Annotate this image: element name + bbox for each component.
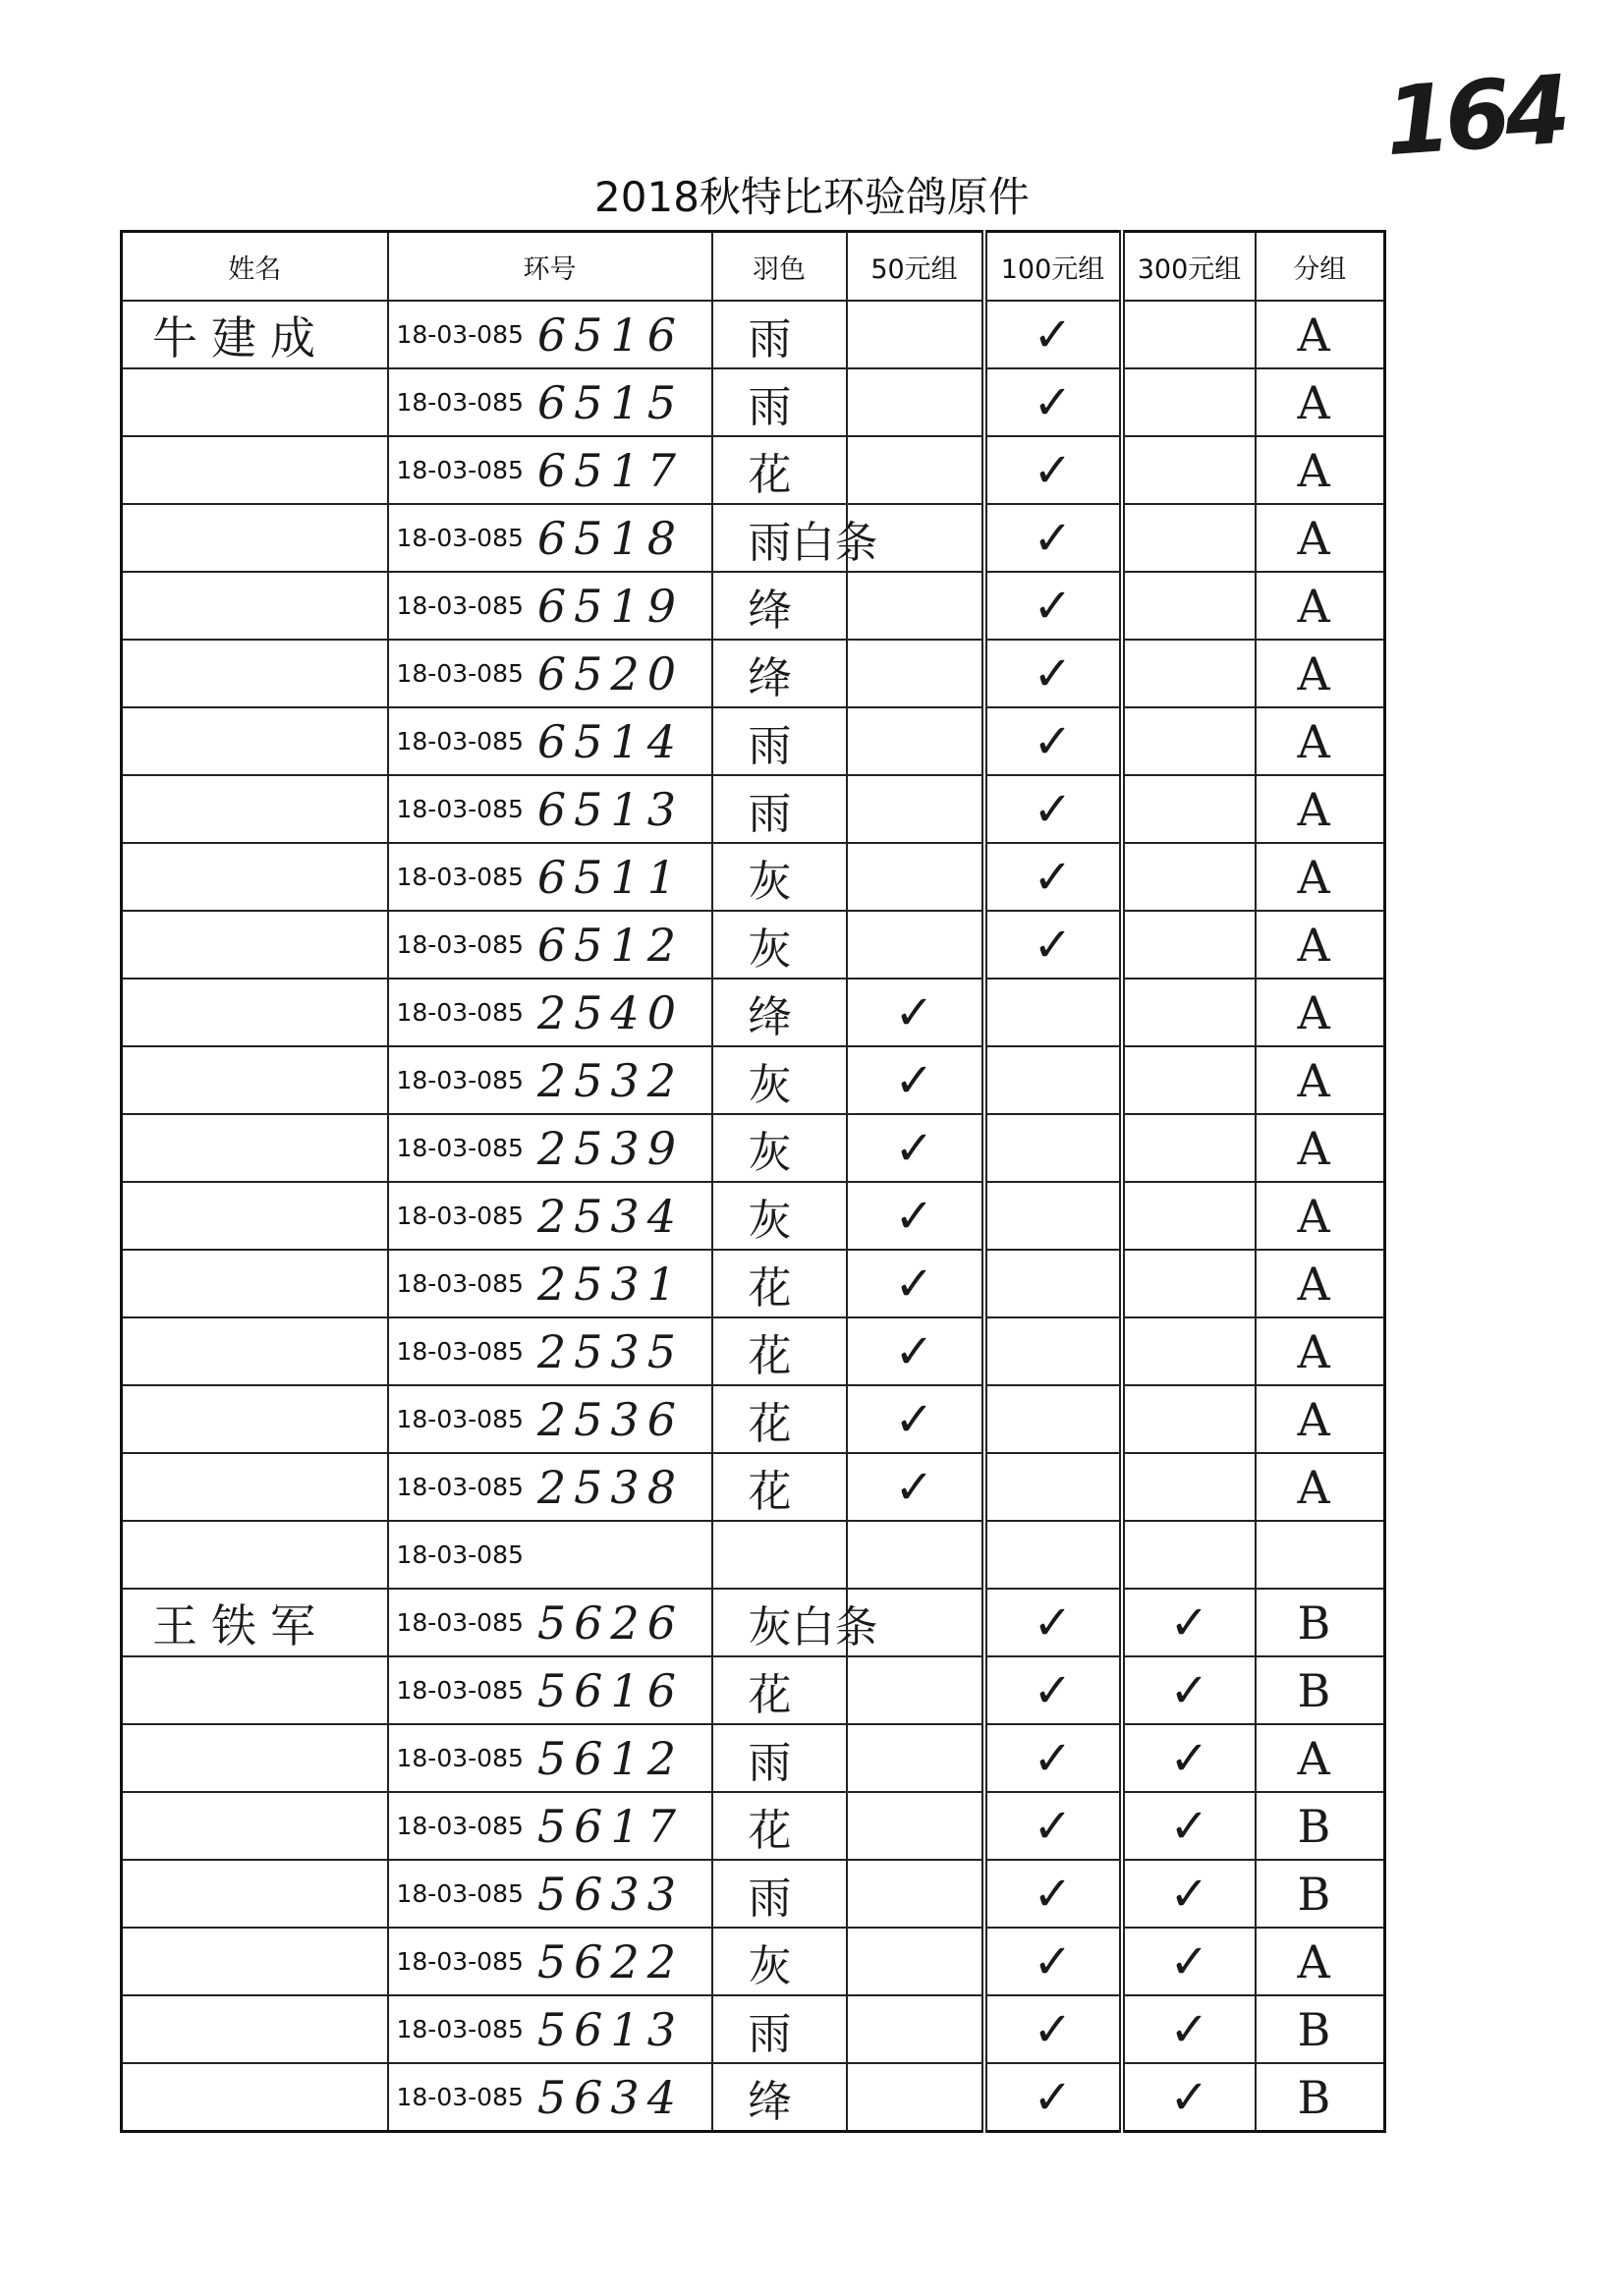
table-row xyxy=(122,640,1385,707)
group-300-check-cell xyxy=(1122,1521,1256,1589)
group-50-check-cell: ✓ xyxy=(847,1114,984,1182)
owner-name-cell xyxy=(122,504,388,572)
feather-color-cell: 雨 xyxy=(712,1860,847,1928)
group-100-check-cell: ✓ xyxy=(984,1792,1122,1860)
owner-name-cell: 王铁军 xyxy=(122,1589,388,1656)
ring-prefix: 18-03-085 xyxy=(396,2083,524,2111)
group-100-check-cell: ✓ xyxy=(984,1589,1122,1656)
table-row xyxy=(122,1860,1385,1928)
table-row xyxy=(122,1385,1385,1453)
group-300-check-cell: ✓ xyxy=(1122,1589,1256,1656)
group-letter-cell: A xyxy=(1256,1114,1385,1182)
ring-serial-handwritten: 2540 xyxy=(536,985,684,1039)
group-letter-cell: A xyxy=(1256,301,1385,368)
feather-color-cell: 雨 xyxy=(712,707,847,775)
feather-color-cell: 雨 xyxy=(712,1995,847,2063)
group-300-check-cell: ✓ xyxy=(1122,1995,1256,2063)
owner-name-cell xyxy=(122,911,388,979)
feather-color-cell: 绛 xyxy=(712,640,847,707)
ring-serial-handwritten: 6515 xyxy=(536,375,684,429)
group-300-check-cell xyxy=(1122,1453,1256,1521)
group-letter-cell: A xyxy=(1256,1046,1385,1114)
table-row xyxy=(122,1453,1385,1521)
ring-number-cell xyxy=(388,1182,712,1250)
ring-prefix: 18-03-085 xyxy=(396,591,524,620)
group-300-check-cell xyxy=(1122,1114,1256,1182)
group-100-check-cell: ✓ xyxy=(984,1656,1122,1724)
group-300-check-cell xyxy=(1122,301,1256,368)
group-100-check-cell: ✓ xyxy=(984,1928,1122,1995)
feather-color-cell: 花 xyxy=(712,436,847,504)
ring-prefix: 18-03-085 xyxy=(396,1879,524,1908)
document-title: 2018秋特比环验鸽原件 xyxy=(594,173,1030,221)
owner-name-cell xyxy=(122,843,388,911)
ring-prefix: 18-03-085 xyxy=(396,930,524,959)
owner-name-cell xyxy=(122,436,388,504)
ring-number-cell xyxy=(388,1928,712,1995)
ring-serial-handwritten: 5612 xyxy=(536,1731,684,1785)
group-letter-cell: A xyxy=(1256,979,1385,1046)
feather-color-cell: 灰白条 xyxy=(712,1589,847,1656)
group-100-check-cell xyxy=(984,979,1122,1046)
group-50-check-cell xyxy=(847,911,984,979)
owner-name-cell xyxy=(122,1114,388,1182)
group-letter-cell: B xyxy=(1256,1860,1385,1928)
ring-prefix: 18-03-085 xyxy=(396,1676,524,1705)
ring-number-cell xyxy=(388,2063,712,2132)
ring-serial-handwritten: 2531 xyxy=(536,1257,684,1311)
group-letter-cell: A xyxy=(1256,1724,1385,1792)
feather-color-cell: 花 xyxy=(712,1385,847,1453)
group-50-check-cell xyxy=(847,843,984,911)
table-row xyxy=(122,1182,1385,1250)
feather-color-cell: 灰 xyxy=(712,911,847,979)
ring-serial-handwritten: 6518 xyxy=(536,511,684,565)
ring-number-cell xyxy=(388,1385,712,1453)
feather-color-cell: 花 xyxy=(712,1656,847,1724)
feather-color-cell: 灰 xyxy=(712,1114,847,1182)
table-row xyxy=(122,775,1385,843)
group-50-check-cell xyxy=(847,1521,984,1589)
ring-serial-handwritten: 5634 xyxy=(536,2070,684,2124)
ring-prefix: 18-03-085 xyxy=(396,2015,524,2043)
feather-color-cell: 灰 xyxy=(712,1046,847,1114)
ring-prefix: 18-03-085 xyxy=(396,320,524,349)
group-letter-cell: A xyxy=(1256,1250,1385,1317)
group-300-check-cell: ✓ xyxy=(1122,1928,1256,1995)
group-50-check-cell xyxy=(847,775,984,843)
owner-name-cell xyxy=(122,1792,388,1860)
group-100-check-cell: ✓ xyxy=(984,1995,1122,2063)
group-50-check-cell xyxy=(847,1860,984,1928)
table-row xyxy=(122,504,1385,572)
ring-number-cell xyxy=(388,1453,712,1521)
group-50-check-cell xyxy=(847,707,984,775)
owner-name-cell xyxy=(122,1860,388,1928)
group-50-check-cell xyxy=(847,301,984,368)
col-header-group-100: 100元组 xyxy=(984,232,1122,302)
ring-number-cell xyxy=(388,1860,712,1928)
group-100-check-cell: ✓ xyxy=(984,775,1122,843)
feather-color-cell: 雨 xyxy=(712,775,847,843)
ring-prefix: 18-03-085 xyxy=(396,795,524,823)
table-row xyxy=(122,911,1385,979)
feather-color-cell: 雨 xyxy=(712,301,847,368)
group-100-check-cell: ✓ xyxy=(984,368,1122,436)
ring-serial-handwritten: 6520 xyxy=(536,646,684,700)
ring-prefix: 18-03-085 xyxy=(396,659,524,688)
owner-name-cell xyxy=(122,368,388,436)
ring-serial-handwritten: 6512 xyxy=(536,918,684,972)
group-50-check-cell xyxy=(847,2063,984,2132)
group-100-check-cell xyxy=(984,1317,1122,1385)
feather-color-cell: 灰 xyxy=(712,1182,847,1250)
group-300-check-cell xyxy=(1122,640,1256,707)
ring-serial-handwritten: 6513 xyxy=(536,782,684,836)
owner-name-cell xyxy=(122,640,388,707)
group-100-check-cell: ✓ xyxy=(984,911,1122,979)
group-50-check-cell xyxy=(847,1656,984,1724)
feather-color-cell: 花 xyxy=(712,1453,847,1521)
group-100-check-cell xyxy=(984,1114,1122,1182)
group-50-check-cell xyxy=(847,1928,984,1995)
owner-name-cell xyxy=(122,1995,388,2063)
owner-name-cell xyxy=(122,979,388,1046)
table-row xyxy=(122,1589,1385,1656)
owner-name-cell xyxy=(122,1656,388,1724)
ring-serial-handwritten: 2535 xyxy=(536,1324,684,1378)
feather-color-cell: 花 xyxy=(712,1317,847,1385)
ring-prefix: 18-03-085 xyxy=(396,998,524,1027)
ring-serial-handwritten: 5613 xyxy=(536,2002,684,2056)
ring-serial-handwritten: 2538 xyxy=(536,1460,684,1514)
group-300-check-cell xyxy=(1122,911,1256,979)
group-100-check-cell: ✓ xyxy=(984,572,1122,640)
owner-name-cell xyxy=(122,1724,388,1792)
ring-number-cell xyxy=(388,775,712,843)
group-letter-cell: A xyxy=(1256,775,1385,843)
ring-serial-handwritten: 2532 xyxy=(536,1053,684,1107)
ring-number-cell xyxy=(388,1250,712,1317)
group-300-check-cell xyxy=(1122,1046,1256,1114)
group-300-check-cell xyxy=(1122,843,1256,911)
owner-name-cell xyxy=(122,1521,388,1589)
ring-serial-handwritten: 6511 xyxy=(536,850,684,904)
ring-serial-handwritten: 5626 xyxy=(536,1595,684,1650)
ring-prefix: 18-03-085 xyxy=(396,456,524,484)
group-50-check-cell xyxy=(847,1792,984,1860)
group-letter-cell: B xyxy=(1256,1656,1385,1724)
group-300-check-cell xyxy=(1122,775,1256,843)
ring-prefix: 18-03-085 xyxy=(396,388,524,417)
group-50-check-cell: ✓ xyxy=(847,1182,984,1250)
group-letter-cell: A xyxy=(1256,368,1385,436)
col-header-group-300: 300元组 xyxy=(1122,232,1256,302)
feather-color-cell: 雨 xyxy=(712,368,847,436)
group-letter-cell: A xyxy=(1256,1928,1385,1995)
table-row xyxy=(122,1792,1385,1860)
ring-prefix: 18-03-085 xyxy=(396,1134,524,1162)
group-letter-cell: A xyxy=(1256,504,1385,572)
group-100-check-cell: ✓ xyxy=(984,1724,1122,1792)
ring-serial-handwritten: 6517 xyxy=(536,443,684,497)
group-100-check-cell: ✓ xyxy=(984,301,1122,368)
ring-prefix: 18-03-085 xyxy=(396,1812,524,1840)
ring-number-cell xyxy=(388,1656,712,1724)
owner-name-cell xyxy=(122,1182,388,1250)
feather-color-cell xyxy=(712,1521,847,1589)
col-header-group: 分组 xyxy=(1256,232,1385,302)
group-300-check-cell: ✓ xyxy=(1122,1792,1256,1860)
owner-name-cell xyxy=(122,775,388,843)
ring-number-cell xyxy=(388,1792,712,1860)
group-300-check-cell xyxy=(1122,979,1256,1046)
ring-serial-handwritten: 5622 xyxy=(536,1934,684,1988)
ring-number-cell xyxy=(388,1995,712,2063)
ring-number-cell xyxy=(388,1046,712,1114)
group-letter-cell: A xyxy=(1256,572,1385,640)
ring-serial-handwritten: 2536 xyxy=(536,1392,684,1446)
ring-number-cell xyxy=(388,504,712,572)
group-50-check-cell: ✓ xyxy=(847,1250,984,1317)
table-row xyxy=(122,436,1385,504)
table-row xyxy=(122,2063,1385,2132)
feather-color-cell: 雨白条 xyxy=(712,504,847,572)
col-header-group-50: 50元组 xyxy=(847,232,984,302)
owner-name-cell xyxy=(122,1453,388,1521)
ring-number-cell xyxy=(388,979,712,1046)
group-100-check-cell xyxy=(984,1182,1122,1250)
owner-name-cell xyxy=(122,572,388,640)
group-100-check-cell: ✓ xyxy=(984,504,1122,572)
ring-number-cell xyxy=(388,843,712,911)
ring-number-cell xyxy=(388,640,712,707)
ring-prefix: 18-03-085 xyxy=(396,1202,524,1230)
ring-prefix: 18-03-085 xyxy=(396,1066,524,1094)
table-row xyxy=(122,1724,1385,1792)
ring-prefix: 18-03-085 xyxy=(396,1269,524,1298)
col-header-name: 姓名 xyxy=(122,232,388,302)
feather-color-cell: 花 xyxy=(712,1792,847,1860)
group-letter-cell: A xyxy=(1256,436,1385,504)
group-300-check-cell: ✓ xyxy=(1122,2063,1256,2132)
owner-name-cell xyxy=(122,2063,388,2132)
group-300-check-cell xyxy=(1122,504,1256,572)
group-letter-cell: B xyxy=(1256,1792,1385,1860)
ring-number-cell xyxy=(388,1589,712,1656)
table-row xyxy=(122,1317,1385,1385)
ring-serial-handwritten: 5633 xyxy=(536,1867,684,1921)
ring-prefix: 18-03-085 xyxy=(396,1744,524,1772)
group-50-check-cell: ✓ xyxy=(847,1453,984,1521)
ring-prefix: 18-03-085 xyxy=(396,1405,524,1433)
group-50-check-cell xyxy=(847,640,984,707)
group-50-check-cell xyxy=(847,368,984,436)
group-300-check-cell xyxy=(1122,368,1256,436)
table-row xyxy=(122,979,1385,1046)
owner-name-cell xyxy=(122,707,388,775)
feather-color-cell: 灰 xyxy=(712,843,847,911)
group-letter-cell: A xyxy=(1256,1453,1385,1521)
col-header-ring-number: 环号 xyxy=(388,232,712,302)
ring-number-cell xyxy=(388,1317,712,1385)
owner-name-cell xyxy=(122,1250,388,1317)
group-letter-cell: A xyxy=(1256,1317,1385,1385)
ring-prefix: 18-03-085 xyxy=(396,727,524,756)
ring-serial-handwritten: 2539 xyxy=(536,1121,684,1175)
group-50-check-cell: ✓ xyxy=(847,1046,984,1114)
table-row xyxy=(122,1046,1385,1114)
group-50-check-cell xyxy=(847,572,984,640)
group-100-check-cell: ✓ xyxy=(984,640,1122,707)
group-letter-cell: A xyxy=(1256,707,1385,775)
table-row xyxy=(122,1114,1385,1182)
group-letter-cell: A xyxy=(1256,843,1385,911)
group-100-check-cell xyxy=(984,1385,1122,1453)
group-300-check-cell: ✓ xyxy=(1122,1724,1256,1792)
group-letter-cell: A xyxy=(1256,640,1385,707)
table-row xyxy=(122,1928,1385,1995)
ring-serial-handwritten: 6519 xyxy=(536,579,684,633)
group-letter-cell: A xyxy=(1256,1182,1385,1250)
group-letter-cell xyxy=(1256,1521,1385,1589)
group-50-check-cell: ✓ xyxy=(847,979,984,1046)
group-100-check-cell: ✓ xyxy=(984,1860,1122,1928)
owner-name-cell xyxy=(122,1317,388,1385)
group-300-check-cell: ✓ xyxy=(1122,1860,1256,1928)
ring-prefix: 18-03-085 xyxy=(396,1540,524,1569)
group-100-check-cell: ✓ xyxy=(984,2063,1122,2132)
group-100-check-cell xyxy=(984,1250,1122,1317)
group-letter-cell: A xyxy=(1256,1385,1385,1453)
group-300-check-cell xyxy=(1122,1317,1256,1385)
group-50-check-cell: ✓ xyxy=(847,1385,984,1453)
group-letter-cell: B xyxy=(1256,1589,1385,1656)
group-300-check-cell xyxy=(1122,1385,1256,1453)
handwritten-page-number: 164 xyxy=(1381,54,1569,178)
group-100-check-cell: ✓ xyxy=(984,843,1122,911)
owner-name-cell xyxy=(122,1385,388,1453)
group-100-check-cell: ✓ xyxy=(984,707,1122,775)
table-body xyxy=(122,301,1385,2132)
ring-prefix: 18-03-085 xyxy=(396,1947,524,1976)
group-50-check-cell: ✓ xyxy=(847,1317,984,1385)
ring-number-cell xyxy=(388,368,712,436)
group-300-check-cell xyxy=(1122,1250,1256,1317)
ring-serial-handwritten: 2534 xyxy=(536,1189,684,1243)
group-300-check-cell xyxy=(1122,707,1256,775)
group-300-check-cell: ✓ xyxy=(1122,1656,1256,1724)
pigeon-registration-table xyxy=(120,230,1386,2133)
table-row xyxy=(122,368,1385,436)
group-100-check-cell: ✓ xyxy=(984,436,1122,504)
owner-name-cell: 牛建成 xyxy=(122,301,388,368)
col-header-feather-color: 羽色 xyxy=(712,232,847,302)
table-row xyxy=(122,1656,1385,1724)
feather-color-cell: 绛 xyxy=(712,572,847,640)
group-letter-cell: A xyxy=(1256,911,1385,979)
group-100-check-cell xyxy=(984,1453,1122,1521)
ring-prefix: 18-03-085 xyxy=(396,863,524,891)
group-50-check-cell xyxy=(847,436,984,504)
group-100-check-cell xyxy=(984,1046,1122,1114)
owner-name-cell xyxy=(122,1928,388,1995)
ring-prefix: 18-03-085 xyxy=(396,1608,524,1637)
table-row xyxy=(122,1521,1385,1589)
ring-number-cell xyxy=(388,1724,712,1792)
table-row xyxy=(122,301,1385,368)
ring-number-cell xyxy=(388,911,712,979)
ring-number-cell xyxy=(388,1114,712,1182)
table-row xyxy=(122,572,1385,640)
owner-name-cell xyxy=(122,1046,388,1114)
group-letter-cell: B xyxy=(1256,2063,1385,2132)
table-row xyxy=(122,707,1385,775)
group-50-check-cell xyxy=(847,1724,984,1792)
group-300-check-cell xyxy=(1122,572,1256,640)
group-letter-cell: B xyxy=(1256,1995,1385,2063)
group-300-check-cell xyxy=(1122,436,1256,504)
group-50-check-cell xyxy=(847,1995,984,2063)
feather-color-cell: 绛 xyxy=(712,2063,847,2132)
table-header-row xyxy=(122,232,1385,302)
ring-prefix: 18-03-085 xyxy=(396,1473,524,1501)
feather-color-cell: 花 xyxy=(712,1250,847,1317)
group-100-check-cell xyxy=(984,1521,1122,1589)
table-row xyxy=(122,1250,1385,1317)
table-row xyxy=(122,1995,1385,2063)
ring-serial-handwritten: 5616 xyxy=(536,1663,684,1717)
ring-prefix: 18-03-085 xyxy=(396,524,524,552)
feather-color-cell: 雨 xyxy=(712,1724,847,1792)
ring-prefix: 18-03-085 xyxy=(396,1337,524,1366)
ring-number-cell xyxy=(388,436,712,504)
table-row xyxy=(122,843,1385,911)
group-300-check-cell xyxy=(1122,1182,1256,1250)
ring-number-cell xyxy=(388,301,712,368)
ring-serial-handwritten: 5617 xyxy=(536,1799,684,1853)
ring-serial-handwritten: 6514 xyxy=(536,714,684,768)
ring-number-cell xyxy=(388,707,712,775)
ring-serial-handwritten: 6516 xyxy=(536,308,684,362)
ring-number-cell xyxy=(388,1521,712,1589)
feather-color-cell: 灰 xyxy=(712,1928,847,1995)
feather-color-cell: 绛 xyxy=(712,979,847,1046)
ring-number-cell xyxy=(388,572,712,640)
